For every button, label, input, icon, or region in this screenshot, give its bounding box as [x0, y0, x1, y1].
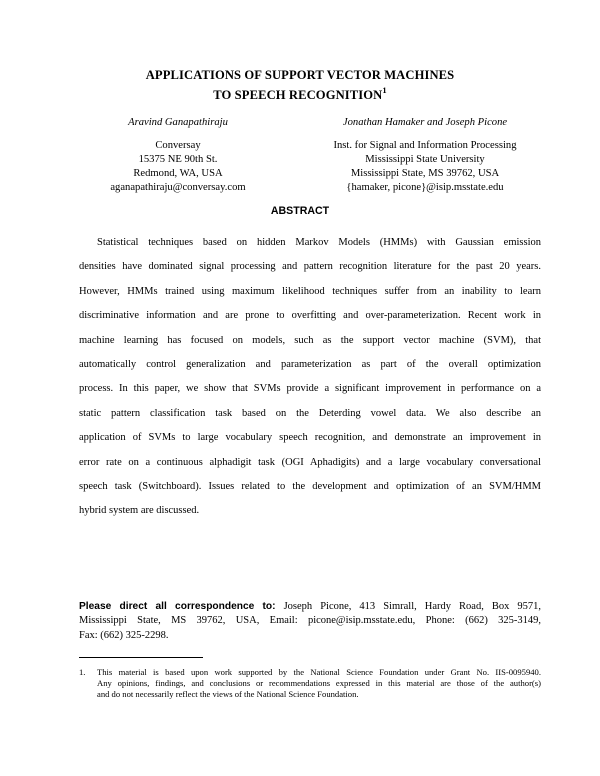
abstract-line: error rate on a continuous alphadigit task (OGI Aphadigits) and a large vocabulary conversational: [79, 456, 541, 468]
abstract-heading: ABSTRACT: [270, 205, 330, 217]
author-2-name: Jonathan Hamaker and Joseph Picone: [342, 117, 508, 128]
footnote-line: This material is based upon work supported by the National Science Foundation under Grant No. IIS-0095940.: [97, 667, 541, 677]
author-1-email: aganapathiraju@conversay.com: [110, 181, 246, 193]
author-2-email: {hamaker, picone}@isip.msstate.edu: [346, 181, 504, 193]
correspondence-line-1: [79, 600, 541, 614]
author-2-affiliation-line: Mississippi State, MS 39762, USA: [350, 167, 500, 179]
footnote-line: Any opinions, findings, and conclusions or recommendations expressed in this material are those of the author(s): [97, 678, 541, 689]
abstract-line: process. In this paper, we show that SVMs provide a significant improvement in performance on a: [79, 383, 541, 395]
correspondence-lead: Please direct all correspondence to:: [79, 601, 276, 612]
footnote-line: and do not necessarily reflect the views of the National Science Foundation.: [97, 689, 359, 700]
paper-title-line-1: [0, 68, 600, 83]
abstract-body: [79, 236, 541, 529]
author-2-affiliation-line: Mississippi State University: [365, 153, 485, 165]
footnote-divider: [79, 657, 203, 658]
author-1-affiliation-line: Conversay: [155, 139, 201, 151]
abstract-line: automatically control generalization and parameterization as part of the overall optimization: [79, 358, 541, 370]
paper-title-line-2: [0, 86, 600, 103]
correspondence-line-3: Fax: (662) 325-2298.: [79, 629, 169, 641]
author-1-affiliation-line: 15375 NE 90th St.: [138, 153, 218, 165]
correspondence-block: [79, 600, 541, 643]
title-text-2: TO SPEECH RECOGNITION: [213, 88, 383, 103]
abstract-line: static pattern classification task based on the Deterding vowel data. We also describe an: [79, 407, 541, 419]
correspondence-address: Joseph Picone, 413 Simrall, Hardy Road, Box 9571,: [275, 601, 542, 612]
author-2: [320, 116, 530, 195]
abstract-line: densities have dominated signal processing and pattern recognition literature for the past 20 years.: [79, 261, 541, 273]
title-footnote-marker: 1: [382, 85, 387, 95]
abstract-line: Statistical techniques based on hidden Markov Models (HMMs) with Gaussian emission: [97, 237, 541, 248]
abstract-line: discriminative information and are prone to overfitting and over-parameterization. Recent work in: [79, 310, 541, 322]
footnote-body: [97, 667, 541, 701]
author-1-name: Aravind Ganapathiraju: [128, 117, 228, 128]
abstract-line: However, HMMs trained using maximum likelihood techniques suffer from an inability to learn: [79, 285, 541, 297]
abstract-line: machine learning has focused on models, such as the support vector machine (SVM), that: [79, 334, 541, 346]
author-2-affiliation-line: Inst. for Signal and Information Processing: [333, 139, 517, 151]
correspondence-line-2: Mississippi State, MS 39762, USA, Email: picone@isip.msstate.edu, Phone: (662) 325-3149,: [79, 615, 541, 627]
author-1-affiliation-line: Redmond, WA, USA: [133, 167, 223, 179]
title-text-1: APPLICATIONS OF SUPPORT VECTOR MACHINES: [145, 68, 455, 82]
abstract-line: speech task (Switchboard). Issues related to the development and optimization of an SVM/HMM: [79, 480, 541, 492]
author-1: [88, 116, 268, 195]
footnote-number: 1.: [79, 667, 86, 677]
abstract-line: application of SVMs to large vocabulary speech recognition, and demonstrate an improvement in: [79, 432, 541, 444]
abstract-line: hybrid system are discussed.: [79, 505, 200, 517]
